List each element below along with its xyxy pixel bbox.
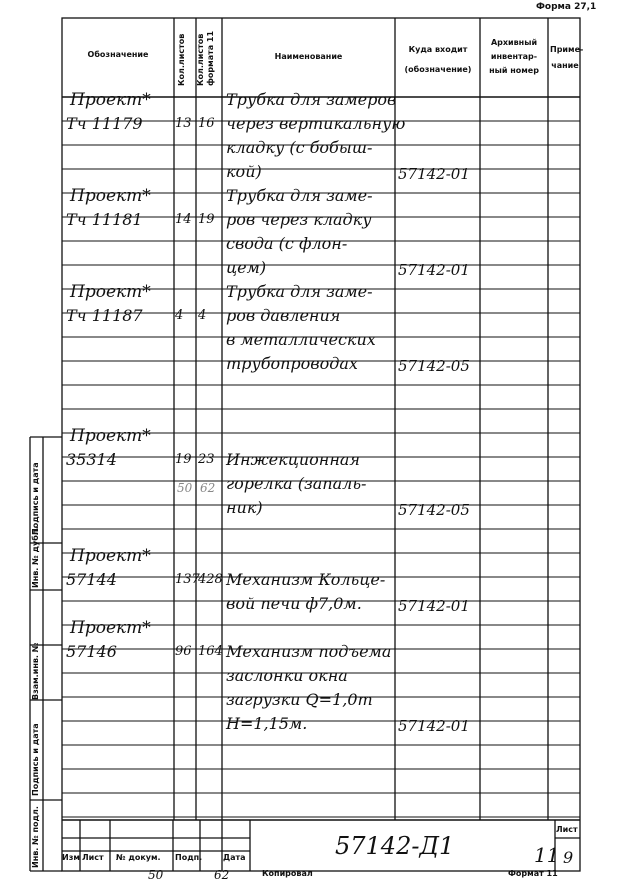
entry-sheets: 19 <box>175 452 192 467</box>
side-label-inv-dubl: Инв. № дубл. <box>31 526 40 588</box>
entry-name-line: ник) <box>226 498 263 517</box>
list-number: 9 <box>563 848 574 867</box>
label-podp: Подп. <box>175 853 203 862</box>
entry-proekt: Проект* <box>70 282 151 302</box>
entry-sheets-f11: 16 <box>198 116 215 131</box>
entry-sheets-f11: 4 <box>198 308 207 323</box>
entry-proekt: Проект* <box>70 618 151 638</box>
form-label: Форма 27,1 <box>536 2 597 12</box>
label-list: Лист <box>82 853 104 862</box>
entry-name-line: в металлических <box>226 330 376 349</box>
side-label-podpis-data-2: Подпись и дата <box>31 723 40 796</box>
entry-code: 35314 <box>66 450 117 469</box>
entry-name-line: Трубка для замеров <box>226 90 397 109</box>
header-kol-listov-format: Кол.листов формата 11 <box>196 30 215 86</box>
entry-name-line: свода (с флон- <box>226 234 348 253</box>
label-kopiroval: Копировал <box>262 869 313 878</box>
side-label-vzam-inv: Взам.инв. № <box>31 642 40 700</box>
bottom-num-2: 62 <box>214 868 230 882</box>
header-arhivnyi: Архивный инвентар-ный номер <box>489 38 539 75</box>
entry-name-line: вой печи ф7,0м. <box>226 594 362 613</box>
designation: 57142-Д1 <box>335 832 455 860</box>
entry-sheets-f11: 164 <box>198 644 223 659</box>
entry-sheets: 137 <box>175 572 200 587</box>
entry-kuda: 57142-05 <box>398 501 470 519</box>
entry-name-line: трубопроводах <box>226 354 358 373</box>
entry-name-line: Трубка для заме- <box>226 186 373 205</box>
label-data: Дата <box>223 853 246 862</box>
entry-kuda: 57142-01 <box>398 717 470 735</box>
entry-name-line: Механизм подъема <box>226 642 392 661</box>
entry-code: Тч 11181 <box>66 210 143 229</box>
entry-name-line: заслонки окна <box>226 666 348 685</box>
header-naimenovanie: Наименование <box>274 52 343 61</box>
entry-kuda: 57142-05 <box>398 357 470 375</box>
entry-proekt: Проект* <box>70 426 151 446</box>
entry-sheets: 4 <box>175 308 184 323</box>
label-n-dokum: № докум. <box>116 853 161 862</box>
entry-name-line: кой) <box>226 162 262 181</box>
entry-name-line: Н=1,15м. <box>226 714 308 733</box>
entry-proekt: Проект* <box>70 90 151 110</box>
header-kol-listov: Кол.листов <box>177 33 186 86</box>
label-format: Формат 11 <box>508 869 558 878</box>
list-handwritten: 11 <box>534 843 560 867</box>
entry-sheets: 14 <box>175 212 192 227</box>
side-label-podpis-data-1: Подпись и дата <box>31 462 40 535</box>
entry-sheets-f11: 428 <box>198 572 223 587</box>
entry-name-line: кладку (с бобыш- <box>226 138 373 157</box>
entry-name-line: загрузки Q=1,0т <box>226 690 373 709</box>
entry-sheets: 96 <box>175 644 192 659</box>
entry-sheets-f11-note: 62 <box>200 481 216 495</box>
entry-code: Тч 11179 <box>66 114 143 133</box>
entry-name-line: ров давления <box>226 306 341 325</box>
header-kuda-vhodit: Куда входит (обозначение) <box>404 45 472 74</box>
label-izm: Изм <box>62 853 80 862</box>
entry-kuda: 57142-01 <box>398 261 470 279</box>
entry-code: 57146 <box>66 642 117 661</box>
entry-name-line: Инжекционная <box>226 450 361 469</box>
bottom-num-1: 50 <box>148 868 164 882</box>
entry-name-line: цем) <box>226 258 267 277</box>
entry-code: Тч 11187 <box>66 306 143 325</box>
side-label-inv-podl: Инв. № подл. <box>31 806 40 868</box>
entry-kuda: 57142-01 <box>398 597 470 615</box>
entry-code: 57144 <box>66 570 117 589</box>
entry-name-line: ров через кладку <box>226 210 372 229</box>
entry-name-line: Трубка для заме- <box>226 282 373 301</box>
list-label: Лист <box>556 825 578 834</box>
entry-sheets-note: 50 <box>177 481 193 495</box>
entry-sheets: 13 <box>175 116 192 131</box>
header-primechanie: Приме-чание <box>550 45 584 70</box>
entry-name-line: через вертикальную <box>226 114 406 133</box>
entry-proekt: Проект* <box>70 546 151 566</box>
entry-proekt: Проект* <box>70 186 151 206</box>
entry-sheets-f11: 23 <box>198 452 215 467</box>
entry-kuda: 57142-01 <box>398 165 470 183</box>
entry-name-line: Механизм Кольце- <box>226 570 386 589</box>
entry-name-line: горелка (запаль- <box>226 474 367 493</box>
entry-sheets-f11: 19 <box>198 212 215 227</box>
header-oboznachenie: Обозначение <box>87 50 149 59</box>
